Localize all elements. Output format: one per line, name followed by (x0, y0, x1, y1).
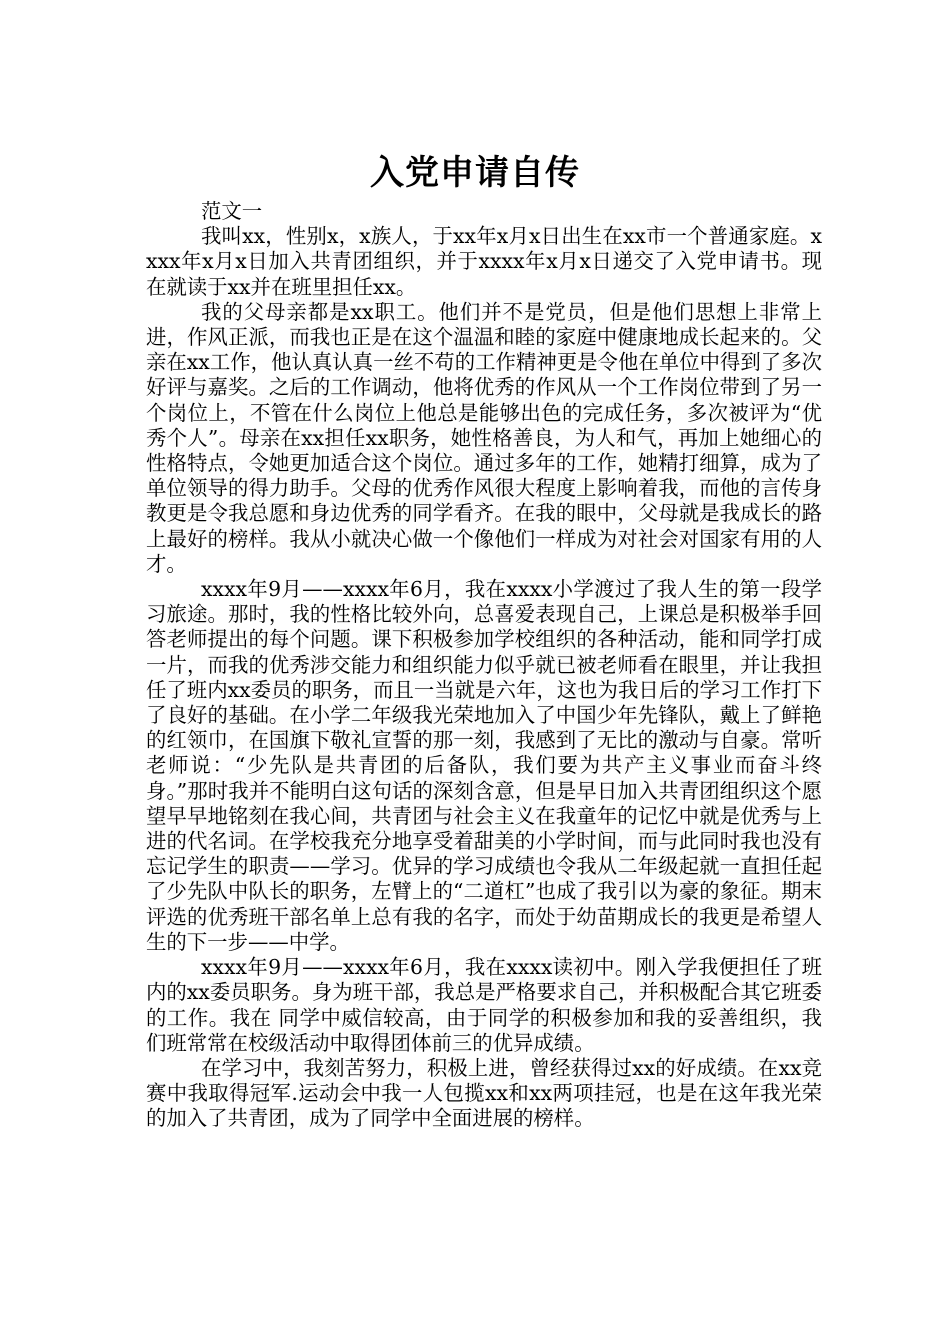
section-subheading: 范文一 (201, 199, 263, 223)
paragraph-introduction: 我叫xx，性别x，x族人，于xx年x月x日出生在xx市一个普通家庭。xxxx年x月x日加入共青团组织，并于xxxx年x月x日递交了入党申请书。现在就读于xx并在班里担任xx。 (146, 224, 822, 299)
document-body (146, 199, 822, 1132)
paragraph-achievements: 在学习中，我刻苦努力，积极上进，曾经获得过xx的好成绩。在xx竞赛中我取得冠军.运动会中我一人包揽xx和xx两项挂冠，也是在这年我光荣的加入了共青团，成为了同学中全面进展的榜样。 (146, 1055, 822, 1131)
paragraph-primary-school: xxxx年9月——xxxx年6月，我在xxxx小学渡过了我人生的第一段学习旅途。那时，我的性格比较外向，总喜爱表现自己，上课总是积极举手回答老师提出的每个问题。课下积极参加学校组织的各种活动，能和同学打成一片，而我的优秀涉交能力和组织能力似乎就已被老师看在眼里，并让我担任了班内xx委员的职务，而且一当就是六年，这也为我日后的学习工作打下了良好的基础。在小学二年级我光荣地加入了中国少年先锋队，戴上了鲜艳的红领巾，在国旗下敬礼宣誓的那一刻，我感到了无比的激动与自豪。常听老师说：“少先队是共青团的后备队，我们要为共产主义事业而奋斗终身。”那时我并不能明白这句话的深刻含意，但是早日加入共青团组织这个愿望早早地铭刻在我心间，共青团与社会主义在我童年的记忆中就是优秀与上进的代名词。在学校我充分地享受着甜美的小学时间，而与此同时我也没有忘记学生的职责——学习。优异的学习成绩也令我从二年级起就一直担任起了少先队中队长的职务，左臂上的“二道杠”也成了我引以为豪的象征。期末评选的优秀班干部名单上总有我的名字，而处于幼苗期成长的我更是希望人生的下一步——中学。 (146, 577, 822, 954)
paragraph-middle-school: xxxx年9月——xxxx年6月，我在xxxx读初中。刚入学我便担任了班内的xx委员职务。身为班干部，我总是严格要求自己，并积极配合其它班委的工作。我在 同学中威信较高，由于同学的积极参加和我的妥善组织，我们班常常在校级活动中取得团体前三的优异成绩。 (146, 955, 822, 1055)
document-title: 入党申请自传 (370, 152, 580, 193)
paragraph-parents: 我的父母亲都是xx职工。他们并不是党员，但是他们思想上非常上进，作风正派，而我也正是在这个温温和睦的家庭中健康地成长起来的。父亲在xx工作，他认真认真一丝不苟的工作精神更是令他在单位中得到了多次好评与嘉奖。之后的工作调动，他将优秀的作风从一个工作岗位带到了另一个岗位上，不管在什么岗位上他总是能够出色的完成任务，多次被评为“优秀个人”。母亲在xx担任xx职务，她性格善良，为人和气，再加上她细心的性格特点，令她更加适合这个岗位。通过多年的工作，她精打细算，成为了单位领导的得力助手。父母的优秀作风很大程度上影响着我，而他的言传身教更是令我总愿和身边优秀的同学看齐。在我的眼中，父母就是我成长的路上最好的榜样。我从小就决心做一个像他们一样成为对社会对国家有用的人才。 (146, 299, 822, 576)
